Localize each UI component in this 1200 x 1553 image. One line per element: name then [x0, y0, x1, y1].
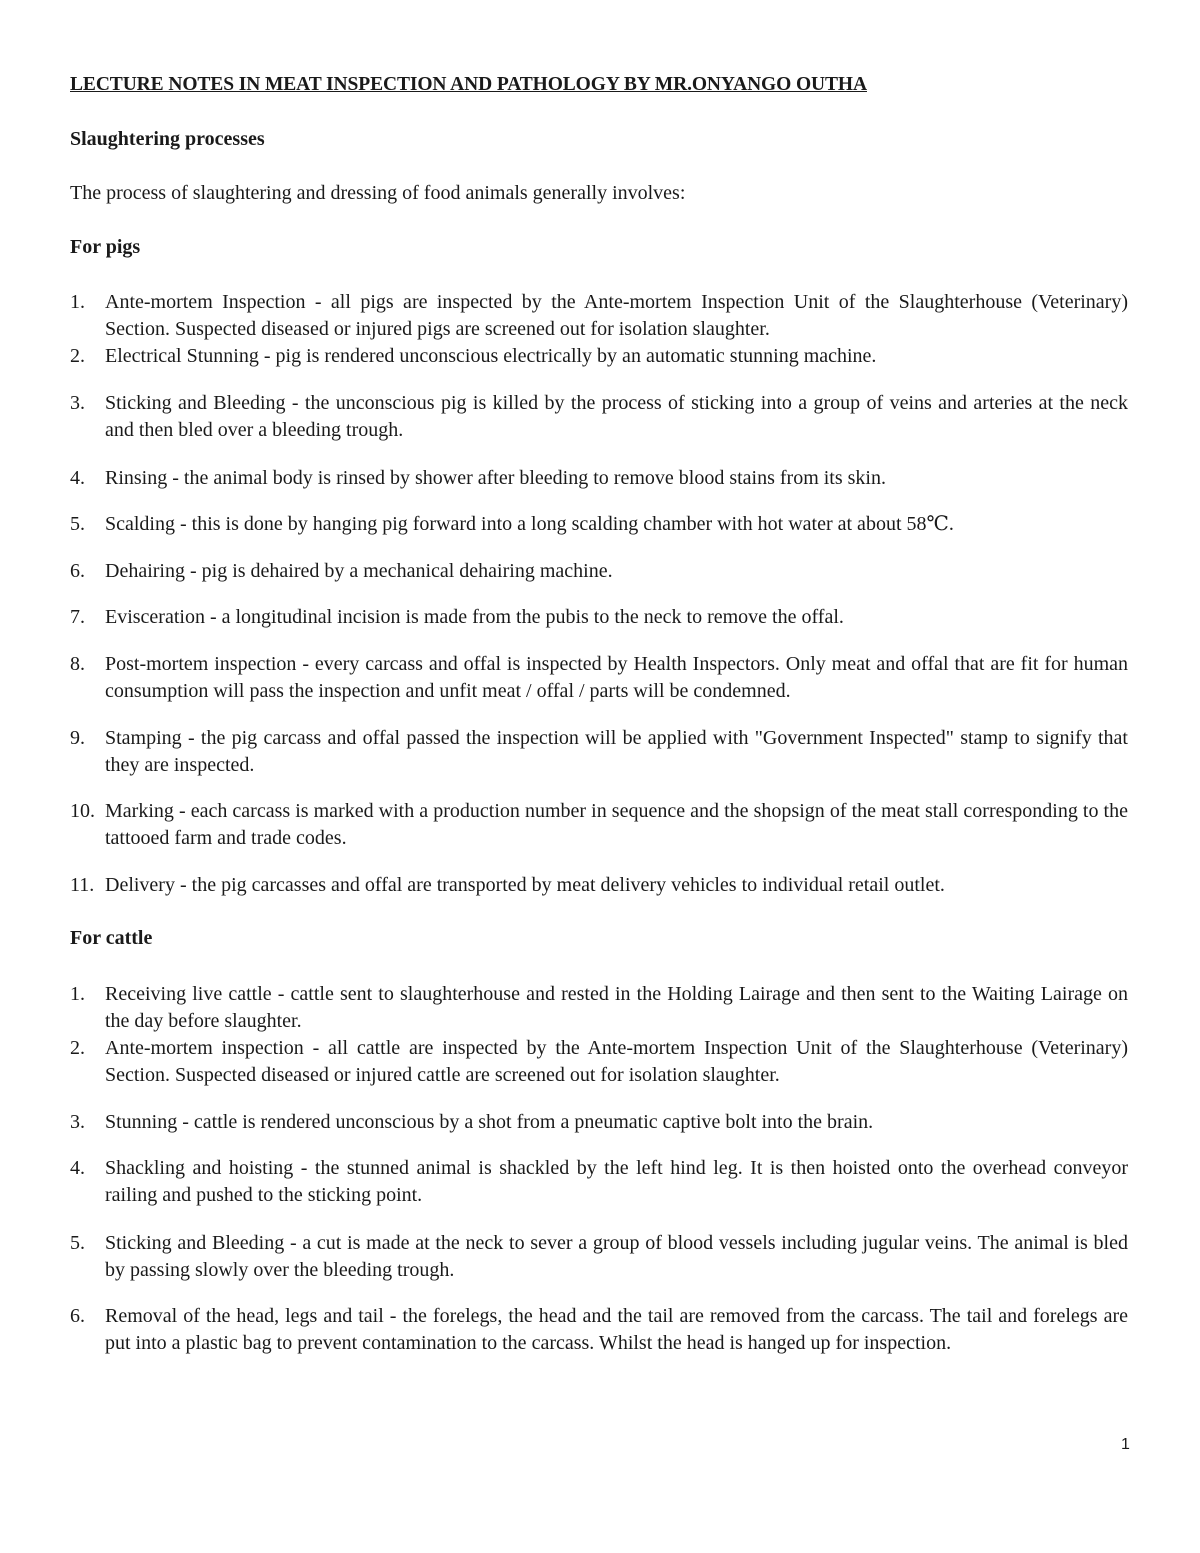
- list-number: 2.: [70, 345, 85, 367]
- list-text: Dehairing - pig is dehaired by a mechanical dehairing machine.: [105, 560, 613, 582]
- list-item: [70, 1303, 1128, 1357]
- list-number: 3.: [70, 392, 85, 414]
- list-number: 1.: [70, 983, 85, 1005]
- list-text: Electrical Stunning - pig is rendered unconscious electrically by an automatic stunning machine.: [105, 345, 877, 367]
- list-item: [70, 872, 1128, 899]
- list-item: [70, 558, 1128, 585]
- list-text: Evisceration - a longitudinal incision is made from the pubis to the neck to remove the offal.: [105, 606, 844, 628]
- list-number: 5.: [70, 1232, 85, 1254]
- pigs-heading: For pigs: [70, 236, 141, 258]
- list-text: Marking - each carcass is marked with a production number in sequence and the shopsign of the meat stall corresponding to the tattooed farm and trade codes.: [105, 800, 1128, 849]
- list-text: Post-mortem inspection - every carcass and offal is inspected by Health Inspectors. Only meat and offal that are fit for human consumption will pass the inspection and unfit meat / offal / parts will be condemned.: [105, 653, 1128, 702]
- list-item: [70, 604, 1128, 631]
- list-item: [70, 1035, 1128, 1089]
- list-item: [70, 1155, 1128, 1209]
- list-item: [70, 465, 1128, 492]
- list-number: 4.: [70, 467, 85, 489]
- list-text: Shackling and hoisting - the stunned animal is shackled by the left hind leg. It is then hoisted onto the overhead conveyor railing and pushed to the sticking point.: [105, 1157, 1128, 1206]
- list-text: Stunning - cattle is rendered unconscious by a shot from a pneumatic captive bolt into the brain.: [105, 1111, 874, 1133]
- list-item: [70, 390, 1128, 444]
- list-text: Removal of the head, legs and tail - the forelegs, the head and the tail are removed from the carcass. The tail and forelegs are put into a plastic bag to prevent contamination to the carcass. Whilst the head is hanged up for inspection.: [105, 1305, 1128, 1354]
- list-number: 9.: [70, 727, 85, 749]
- section-heading: Slaughtering processes: [70, 128, 265, 150]
- list-number: 10.: [70, 800, 95, 822]
- list-number: 3.: [70, 1111, 85, 1133]
- list-number: 2.: [70, 1037, 85, 1059]
- list-text: Ante-mortem Inspection - all pigs are inspected by the Ante-mortem Inspection Unit of the Slaughterhouse (Veterinary) Section. Suspected diseased or injured pigs are screened out for isolation slaughter.: [105, 291, 1128, 340]
- list-number: 4.: [70, 1157, 85, 1179]
- intro-paragraph: The process of slaughtering and dressing of food animals generally involves:: [70, 182, 686, 204]
- list-text: Delivery - the pig carcasses and offal are transported by meat delivery vehicles to individual retail outlet.: [105, 874, 945, 896]
- cattle-heading: For cattle: [70, 927, 153, 949]
- list-number: 6.: [70, 560, 85, 582]
- list-number: 1.: [70, 291, 85, 313]
- page-number: 1: [1121, 1436, 1130, 1453]
- list-text: Ante-mortem inspection - all cattle are inspected by the Ante-mortem Inspection Unit of the Slaughterhouse (Veterinary) Section. Suspected diseased or injured cattle are screened out for isolation slaughter.: [105, 1037, 1128, 1086]
- list-item: [70, 289, 1128, 343]
- list-number: 6.: [70, 1305, 85, 1327]
- list-number: 5.: [70, 513, 85, 535]
- list-item: [70, 725, 1128, 779]
- list-item: [70, 343, 1128, 370]
- list-item: [70, 1230, 1128, 1284]
- list-item: [70, 1109, 1128, 1136]
- list-number: 8.: [70, 653, 85, 675]
- list-item: [70, 981, 1128, 1035]
- page-title: LECTURE NOTES IN MEAT INSPECTION AND PATHOLOGY BY MR.ONYANGO OUTHA: [70, 74, 867, 95]
- list-text: Scalding - this is done by hanging pig forward into a long scalding chamber with hot water at about 58℃.: [105, 513, 954, 535]
- list-text: Sticking and Bleeding - a cut is made at the neck to sever a group of blood vessels including jugular veins. The animal is bled by passing slowly over the bleeding trough.: [105, 1232, 1128, 1281]
- list-text: Sticking and Bleeding - the unconscious pig is killed by the process of sticking into a group of veins and arteries at the neck and then bled over a bleeding trough.: [105, 392, 1128, 441]
- list-number: 7.: [70, 606, 85, 628]
- list-text: Stamping - the pig carcass and offal passed the inspection will be applied with "Government Inspected" stamp to signify that they are inspected.: [105, 727, 1128, 776]
- list-text: Receiving live cattle - cattle sent to slaughterhouse and rested in the Holding Lairage and then sent to the Waiting Lairage on the day before slaughter.: [105, 983, 1128, 1032]
- list-item: [70, 651, 1128, 705]
- list-number: 11.: [70, 874, 95, 896]
- list-item: [70, 511, 1128, 538]
- list-text: Rinsing - the animal body is rinsed by shower after bleeding to remove blood stains from its skin.: [105, 467, 886, 489]
- list-item: [70, 798, 1128, 852]
